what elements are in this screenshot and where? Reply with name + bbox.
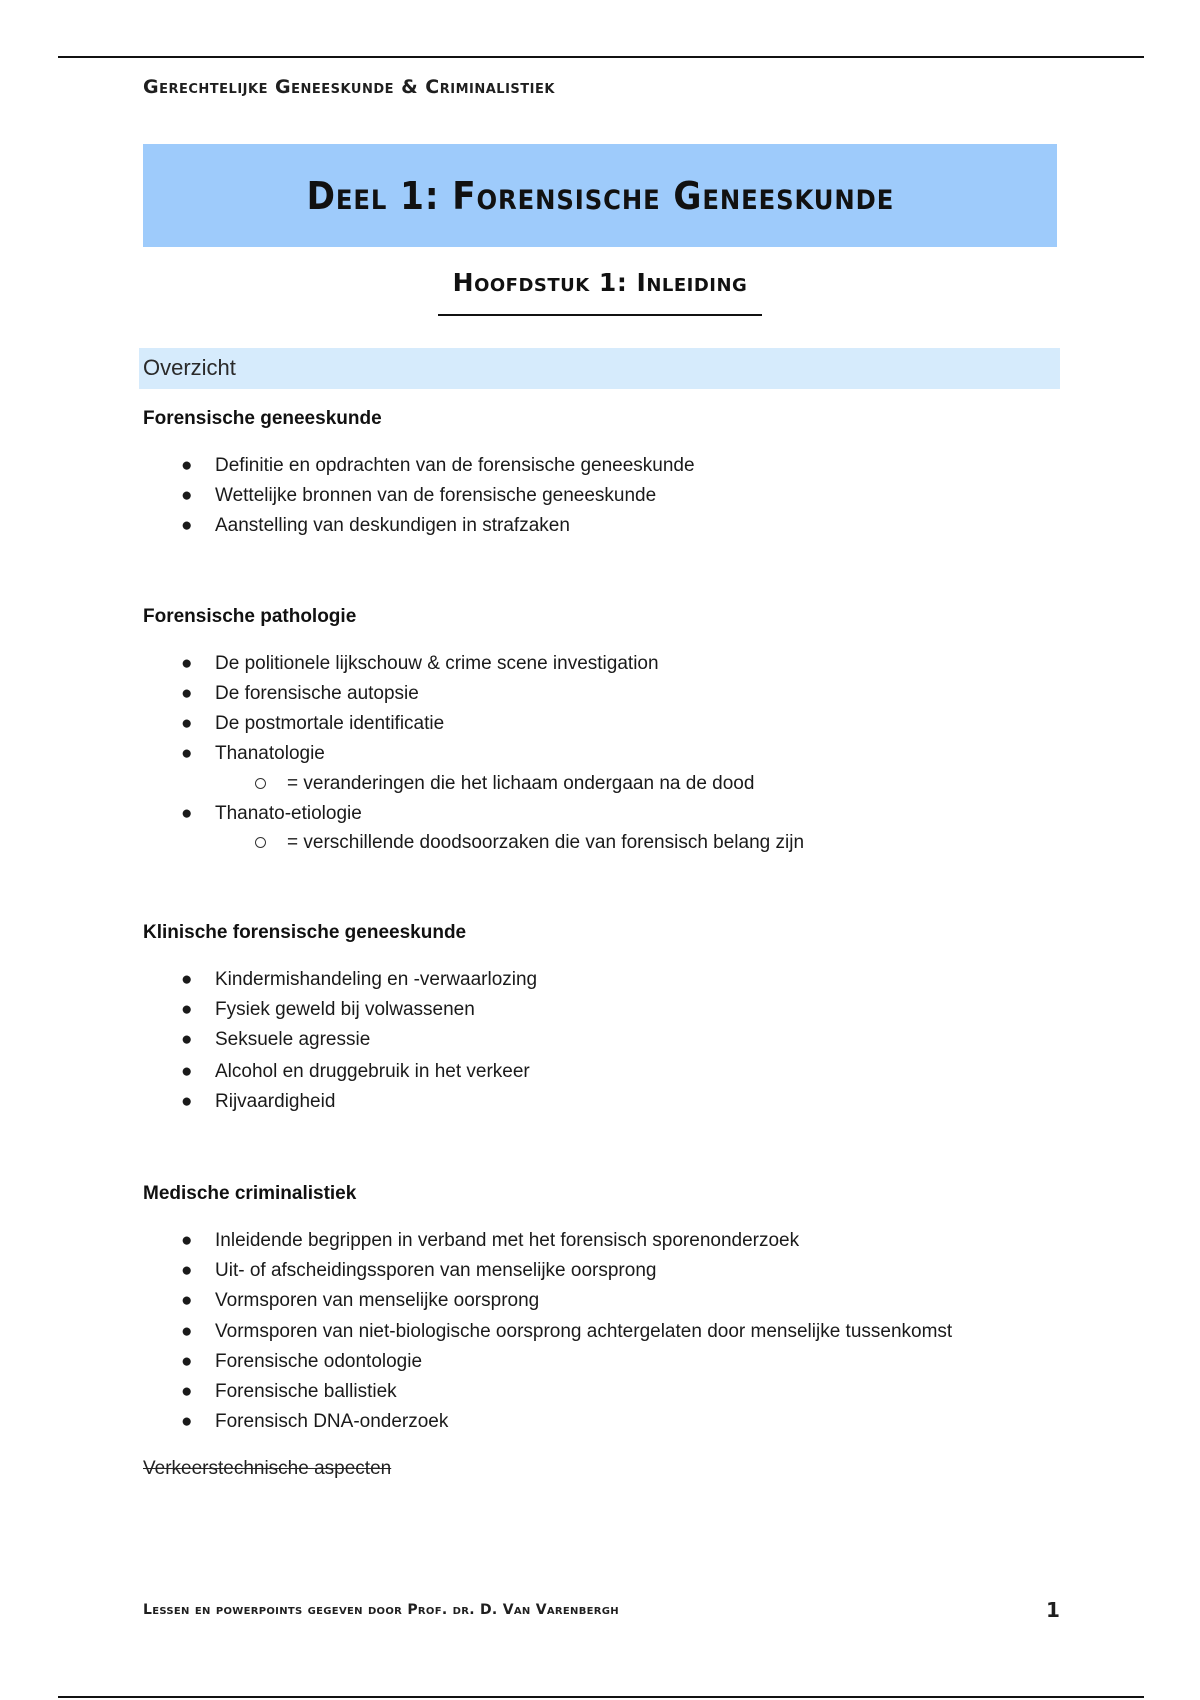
list-item [181, 1351, 423, 1373]
group-heading-clinical-forensic: Klinische forensische geneeskunde [143, 922, 467, 943]
top-rule [58, 56, 1144, 58]
list-item-text: Aanstelling van deskundigen in strafzaken [215, 515, 570, 536]
list-item [181, 1091, 336, 1113]
list-item [181, 1381, 397, 1403]
list-item-text: Seksuele agressie [215, 1029, 371, 1050]
group-heading-medical-criminalistics: Medische criminalistiek [143, 1183, 357, 1204]
list-item [181, 1321, 953, 1343]
bullet-icon: ● [181, 999, 193, 1020]
list-item-text: Fysiek geweld bij volwassenen [215, 999, 475, 1020]
running-footer: Lessen en powerpoints gegeven door Prof. dr. D. Van Varenbergh [143, 1602, 619, 1618]
list-item [181, 683, 419, 705]
sub-list-item-text: = veranderingen die het lichaam ondergaan na de dood [287, 773, 755, 794]
bullet-icon: ● [181, 1230, 193, 1251]
sub-list-item [287, 773, 754, 795]
list-item [181, 1260, 657, 1282]
bullet-icon: ● [181, 803, 193, 824]
list-item [181, 1230, 800, 1252]
bullet-icon: ● [181, 515, 193, 536]
list-item [181, 485, 657, 507]
group-heading-traffic-struck: Verkeerstechnische aspecten [143, 1458, 392, 1479]
part-banner [143, 144, 1057, 247]
list-item [181, 653, 659, 675]
list-item-text: Kindermishandeling en -verwaarlozing [215, 969, 538, 990]
bullet-icon: ● [181, 1029, 193, 1050]
list-item-text: Forensisch DNA-onderzoek [215, 1411, 449, 1432]
list-item-text: Forensische odontologie [215, 1351, 423, 1372]
bullet-icon: ● [181, 743, 193, 764]
list-item-text: De postmortale identificatie [215, 713, 445, 734]
bullet-icon: ● [181, 969, 193, 990]
bullet-icon: ● [181, 683, 193, 704]
bullet-icon: ● [181, 1290, 193, 1311]
list-item [181, 713, 445, 735]
group-heading-forensic-pathology: Forensische pathologie [143, 606, 357, 627]
sub-list-item-text: = verschillende doodsoorzaken die van forensisch belang zijn [287, 832, 805, 853]
list-item-text: Vormsporen van menselijke oorsprong [215, 1290, 540, 1311]
page-number: 1 [1046, 1598, 1060, 1622]
list-item [181, 1061, 530, 1083]
list-item [181, 999, 475, 1021]
list-item-text: Rijvaardigheid [215, 1091, 336, 1112]
list-item-text: De politionele lijkschouw & crime scene investigation [215, 653, 659, 674]
list-item-text: Thanatologie [215, 743, 325, 764]
bullet-icon: ● [181, 653, 193, 674]
bullet-icon: ● [181, 1260, 193, 1281]
bullet-icon: ● [181, 455, 193, 476]
list-item [181, 1411, 449, 1433]
list-item-text: Definitie en opdrachten van de forensische geneeskunde [215, 455, 695, 476]
list-item [181, 515, 570, 537]
hollow-bullet-icon [255, 837, 266, 848]
bullet-icon: ● [181, 1321, 193, 1342]
list-item-text: Alcohol en druggebruik in het verkeer [215, 1061, 530, 1082]
group-heading-forensic-medicine: Forensische geneeskunde [143, 408, 382, 429]
bullet-icon: ● [181, 485, 193, 506]
section-heading-bar [139, 348, 1060, 389]
list-item [181, 743, 325, 765]
chapter-underline [438, 314, 762, 316]
list-item [181, 1290, 540, 1312]
list-item [181, 455, 695, 477]
bottom-rule [58, 1696, 1144, 1698]
hollow-bullet-icon [255, 778, 266, 789]
list-item-text: Uit- of afscheidingssporen van menselijke oorsprong [215, 1260, 657, 1281]
bullet-icon: ● [181, 1381, 193, 1402]
list-item-text: Thanato-etiologie [215, 803, 362, 824]
bullet-icon: ● [181, 713, 193, 734]
list-item [181, 1029, 371, 1051]
bullet-icon: ● [181, 1411, 193, 1432]
sub-list-item [287, 832, 804, 854]
bullet-icon: ● [181, 1061, 193, 1082]
list-item [181, 803, 362, 825]
section-title: Overzicht [143, 355, 236, 380]
bullet-icon: ● [181, 1351, 193, 1372]
list-item-text: Vormsporen van niet-biologische oorsprong achtergelaten door menselijke tussenkomst [215, 1321, 953, 1342]
list-item [181, 969, 538, 991]
list-item-text: De forensische autopsie [215, 683, 419, 704]
part-title: Deel 1: Forensische Geneeskunde [306, 173, 894, 218]
list-item-text: Forensische ballistiek [215, 1381, 397, 1402]
bullet-icon: ● [181, 1091, 193, 1112]
running-header: Gerechtelijke Geneeskunde & Criminalistiek [143, 76, 555, 98]
list-item-text: Inleidende begrippen in verband met het forensisch sporenonderzoek [215, 1230, 800, 1251]
list-item-text: Wettelijke bronnen van de forensische geneeskunde [215, 485, 657, 506]
chapter-title: Hoofdstuk 1: Inleiding [452, 268, 748, 297]
